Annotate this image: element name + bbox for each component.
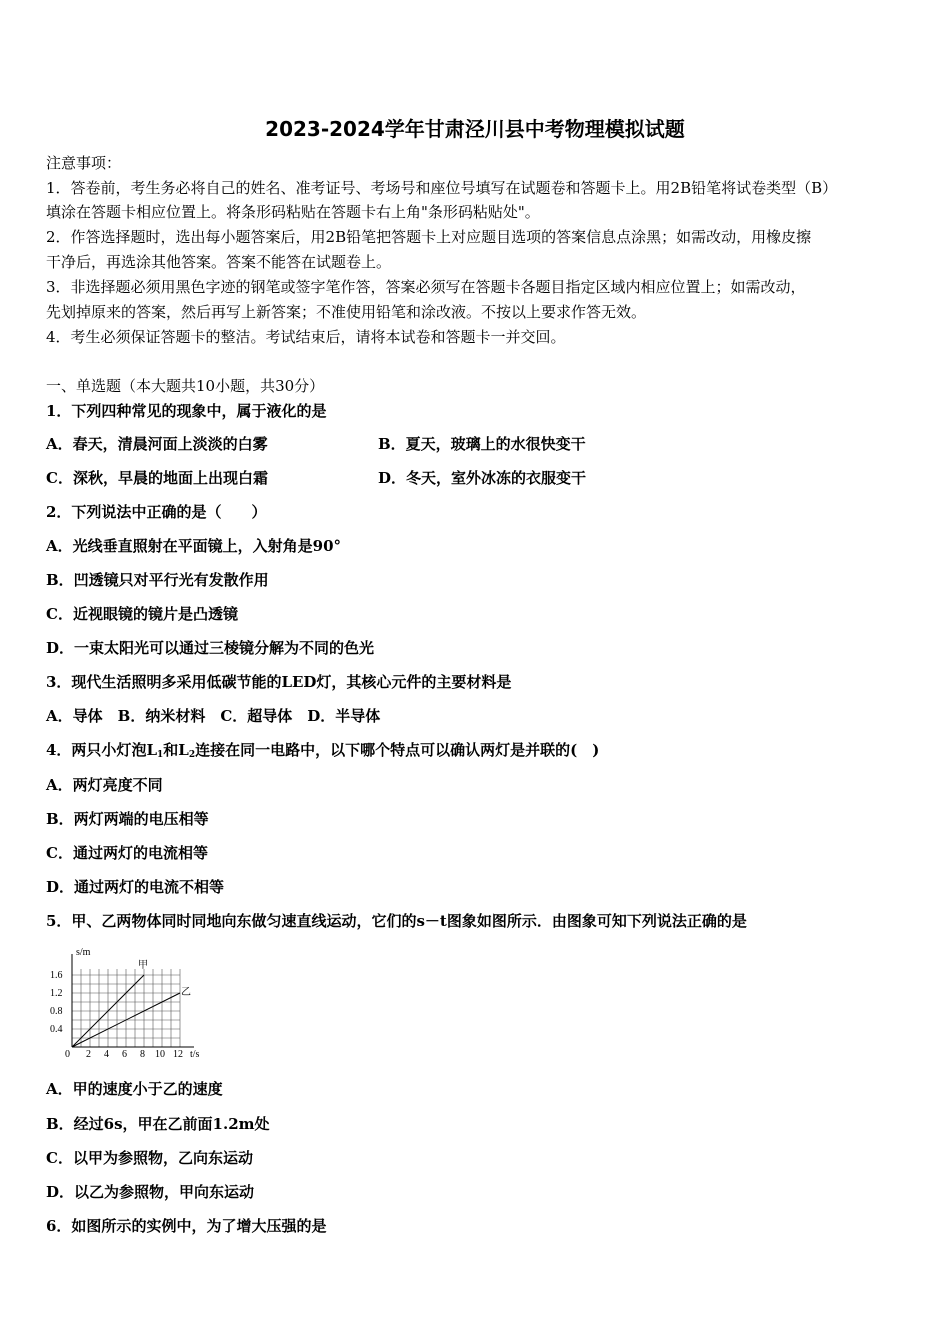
x-axis-label: t/s <box>190 1049 200 1060</box>
option-c[interactable]: C．以甲为参照物，乙向东运动 <box>46 1149 253 1167</box>
question-stem: 3．现代生活照明多采用低碳节能的LED灯，其核心元件的主要材料是 <box>46 673 512 691</box>
x-tick-label: 6 <box>122 1049 127 1060</box>
notice-heading: 注意事项： <box>46 154 122 172</box>
notice-line: 先划掉原来的答案，然后再写上新答案；不准使用铅笔和涂改液。不按以上要求作答无效。 <box>46 303 647 321</box>
option-c[interactable]: C．通过两灯的电流相等 <box>46 844 208 862</box>
question-stem: 2．下列说法中正确的是（ ） <box>46 503 267 521</box>
x-tick-label: 8 <box>140 1049 145 1060</box>
option-d[interactable]: D．冬天，室外冰冻的衣服变干 <box>378 469 587 487</box>
page-title: 2023-2024学年甘肃泾川县中考物理模拟试题 <box>265 117 685 141</box>
notice-line: 1．答卷前，考生务必将自己的姓名、准考证号、考场号和座位号填写在试题卷和答题卡上。用2B铅笔将试卷类型（B） <box>46 179 838 197</box>
line-jia-label: 甲 <box>138 960 148 971</box>
notice-line: 干净后，再选涂其他答案。答案不能答在试题卷上。 <box>46 253 392 271</box>
options-row[interactable]: A．导体 B．纳米材料 C．超导体 D．半导体 <box>46 707 381 725</box>
notice-line: 4．考生必须保证答题卡的整洁。考试结束后，请将本试卷和答题卡一并交回。 <box>46 328 566 346</box>
graph-grid <box>72 969 180 1047</box>
option-c[interactable]: C．近视眼镜的镜片是凸透镜 <box>46 605 238 623</box>
line-yi-label: 乙 <box>181 987 191 998</box>
x-tick-label: 4 <box>104 1049 109 1060</box>
option-a[interactable]: A．两灯亮度不同 <box>46 776 163 794</box>
x-tick-label: 10 <box>155 1049 165 1060</box>
y-tick-label: 1.2 <box>50 988 63 999</box>
option-a[interactable]: A．光线垂直照射在平面镜上，入射角是90° <box>46 537 342 555</box>
y-axis-label: s/m <box>76 947 91 958</box>
y-tick-label: 0.8 <box>50 1006 63 1017</box>
section-heading: 一、单选题（本大题共10小题，共30分） <box>46 377 325 395</box>
x-tick-label: 2 <box>86 1049 91 1060</box>
option-a[interactable]: A．甲的速度小于乙的速度 <box>46 1080 223 1098</box>
y-tick-label: 0.4 <box>50 1024 63 1035</box>
option-d[interactable]: D．以乙为参照物，甲向东运动 <box>46 1183 255 1201</box>
notice-line: 填涂在答题卡相应位置上。将条形码粘贴在答题卡右上角"条形码粘贴处"。 <box>46 203 540 221</box>
option-a[interactable]: A．春天，清晨河面上淡淡的白雾 <box>46 435 268 453</box>
option-c[interactable]: C．深秋，早晨的地面上出现白霜 <box>46 469 268 487</box>
x-tick-label: 0 <box>65 1049 70 1060</box>
y-tick-label: 1.6 <box>50 970 63 981</box>
notice-line: 2．作答选择题时，选出每小题答案后，用2B铅笔把答题卡上对应题目选项的答案信息点涂黑；如需改动，用橡皮擦 <box>46 228 812 246</box>
s-t-graph <box>44 942 214 1064</box>
option-d[interactable]: D．一束太阳光可以通过三棱镜分解为不同的色光 <box>46 639 375 657</box>
question-stem: 6．如图所示的实例中，为了增大压强的是 <box>46 1217 327 1235</box>
x-tick-label: 12 <box>173 1049 183 1060</box>
option-b[interactable]: B．凹透镜只对平行光有发散作用 <box>46 571 269 589</box>
option-d[interactable]: D．通过两灯的电流不相等 <box>46 878 225 896</box>
question-stem: 5．甲、乙两物体同时同地向东做匀速直线运动，它们的s－t图象如图所示．由图象可知下列说法正确的是 <box>46 912 747 930</box>
option-b[interactable]: B．两灯两端的电压相等 <box>46 810 209 828</box>
question-stem: 1．下列四种常见的现象中，属于液化的是 <box>46 402 327 420</box>
question-stem: 4．两只小灯泡$L_1$和$L_2$连接在同一电路中，以下哪个特点可以确认两灯是并联的( ) <box>46 741 600 760</box>
option-b[interactable]: B．经过6s，甲在乙前面1.2m处 <box>46 1115 270 1133</box>
option-b[interactable]: B．夏天，玻璃上的水很快变干 <box>378 435 586 453</box>
notice-line: 3．非选择题必须用黑色字迹的钢笔或签字笔作答，答案必须写在答题卡各题目指定区域内相应位置上；如需改动， <box>46 278 806 296</box>
